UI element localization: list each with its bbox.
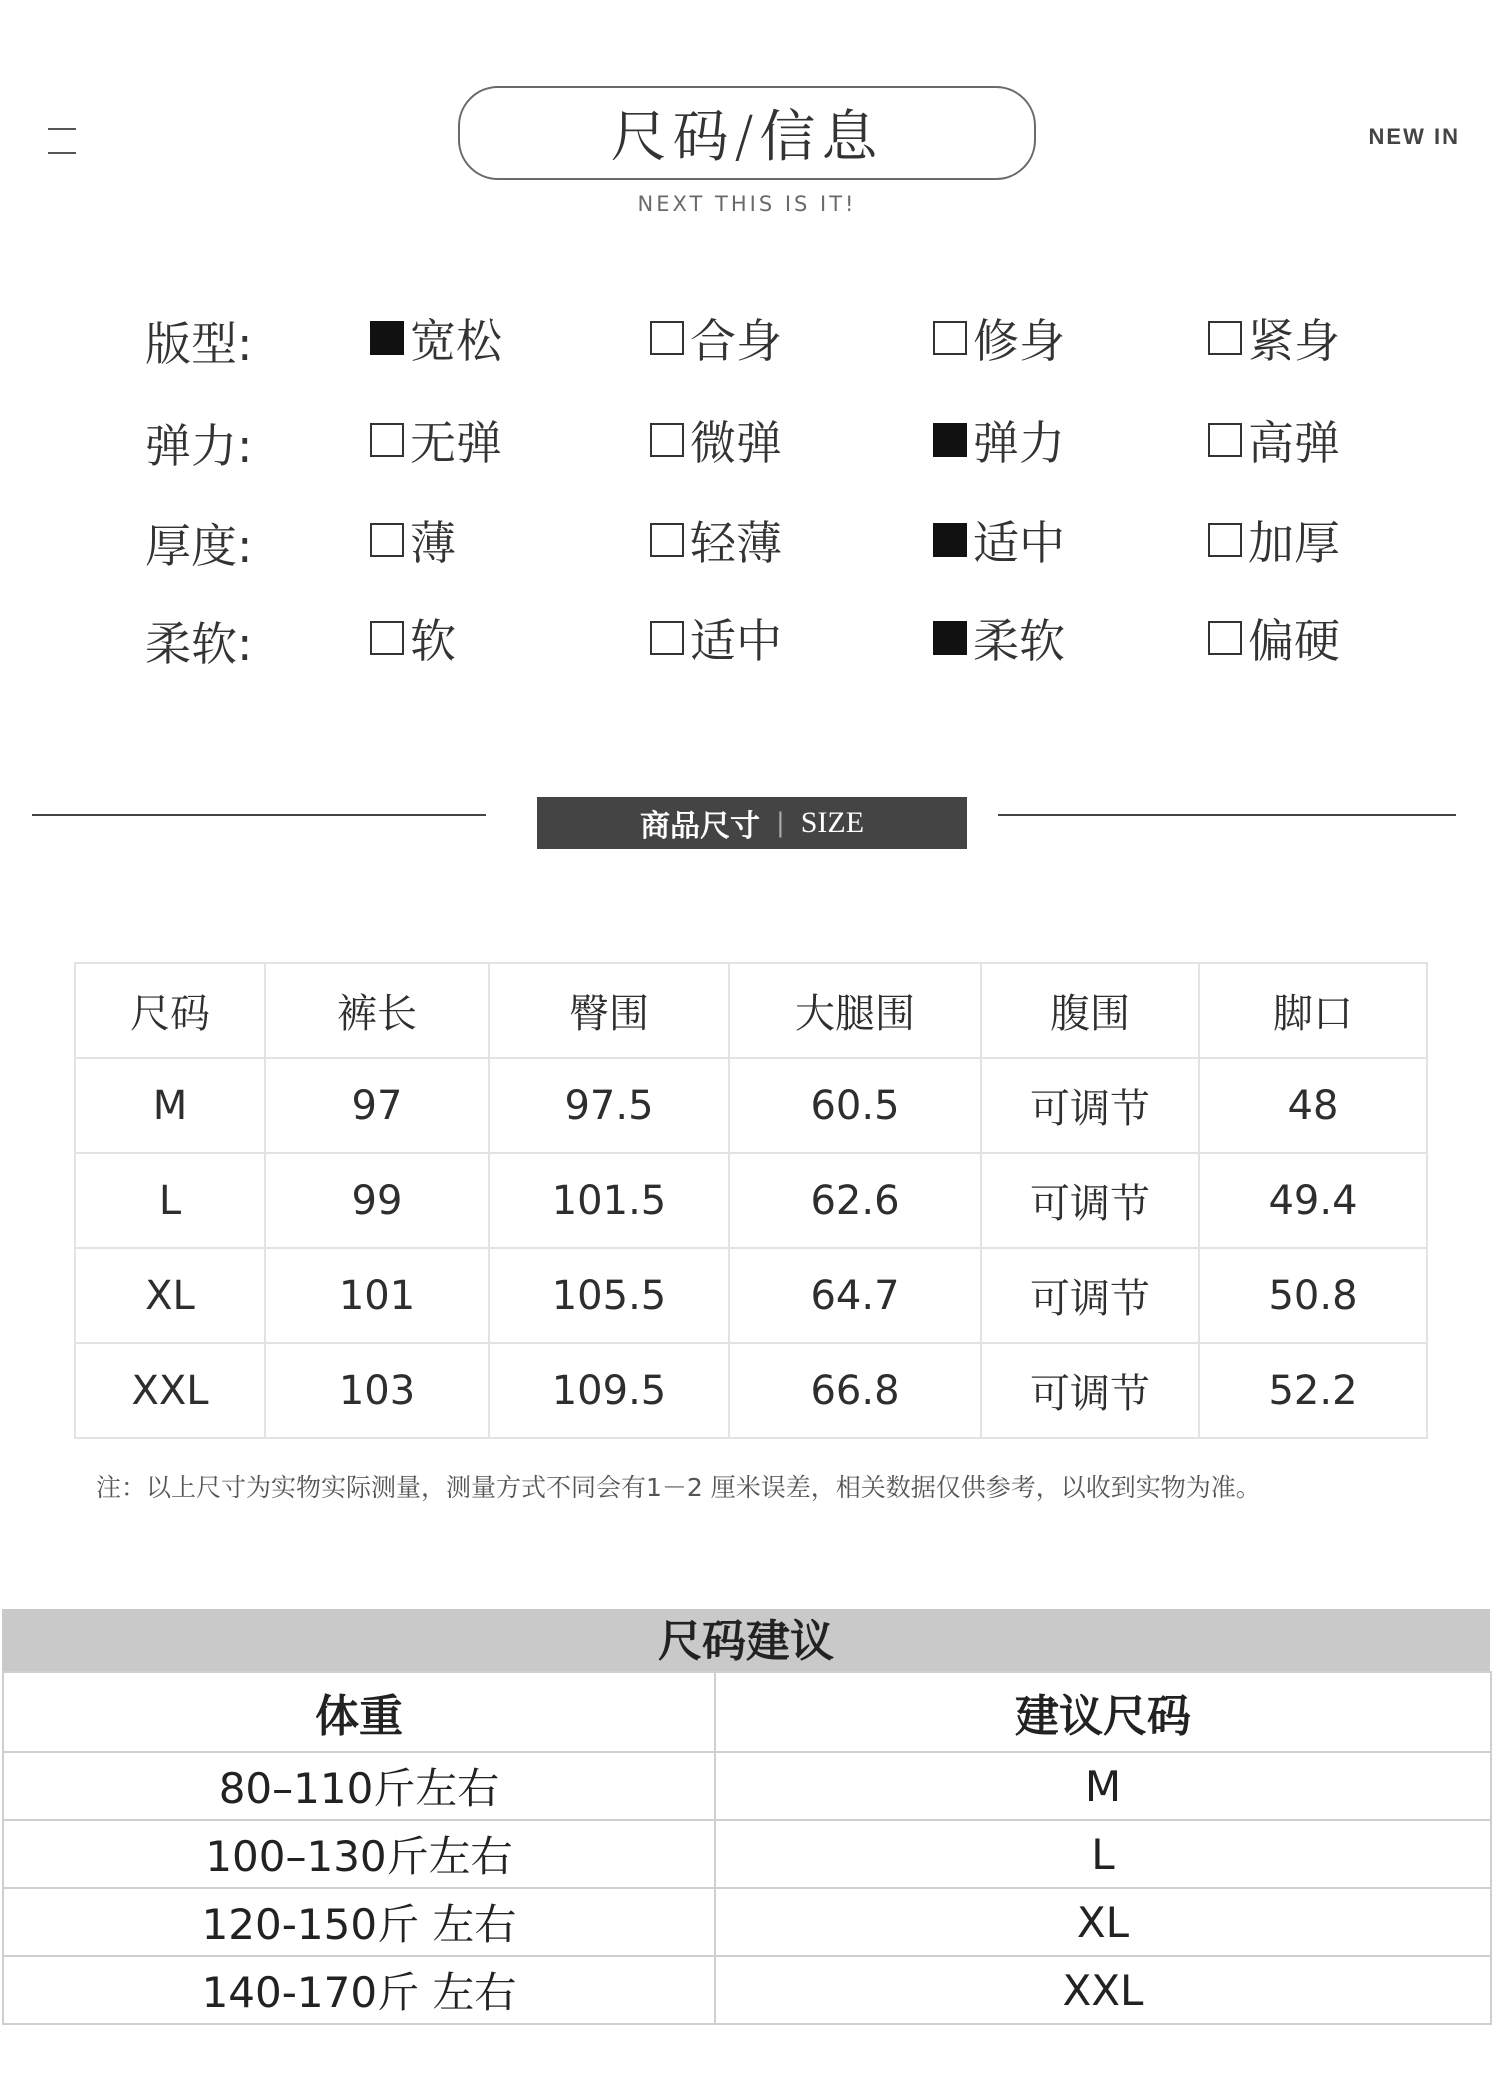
attribute-option: [1208, 608, 1340, 668]
table-row: [75, 1248, 1427, 1343]
unchecked-box-icon: [1208, 621, 1242, 655]
attribute-label: 柔软:: [145, 617, 253, 671]
menu-icon[interactable]: [48, 128, 76, 158]
size-table: [74, 962, 1428, 1439]
table-row: [75, 1343, 1427, 1438]
recommendation-header-row: [3, 1672, 1491, 1752]
recommendation-row: [3, 1820, 1491, 1888]
attribute-option-label: 无弹: [410, 416, 502, 470]
size-banner-separator: |: [775, 808, 785, 838]
header-length: 裤长: [265, 963, 489, 1058]
attribute-option: [1208, 510, 1340, 570]
attribute-option: [1208, 308, 1340, 368]
table-cell: 60.5: [729, 1058, 981, 1153]
table-cell: 52.2: [1199, 1343, 1427, 1438]
attribute-option-label: 微弹: [690, 416, 782, 470]
recommendation-row: [3, 1888, 1491, 1956]
unchecked-box-icon: [650, 523, 684, 557]
header-hip: 臀围: [489, 963, 729, 1058]
attribute-option: [933, 608, 1065, 668]
header-suggested-size: 建议尺码: [715, 1672, 1491, 1752]
suggested-size-cell: XL: [715, 1888, 1491, 1956]
checked-box-icon: [933, 621, 967, 655]
table-cell: 可调节: [981, 1343, 1199, 1438]
table-cell: M: [75, 1058, 265, 1153]
attribute-option-label: 加厚: [1248, 516, 1340, 570]
table-cell: 可调节: [981, 1248, 1199, 1343]
attribute-option-label: 轻薄: [690, 516, 782, 570]
table-cell: 可调节: [981, 1058, 1199, 1153]
size-recommendation: [2, 1609, 1490, 2025]
checked-box-icon: [933, 523, 967, 557]
unchecked-box-icon: [1208, 423, 1242, 457]
table-row: [75, 1153, 1427, 1248]
table-row: [75, 1058, 1427, 1153]
attribute-label: 厚度:: [145, 519, 253, 573]
attribute-row: [0, 608, 1500, 688]
table-cell: XL: [75, 1248, 265, 1343]
recommendation-row: [3, 1956, 1491, 2024]
recommendation-title: 尺码建议: [2, 1609, 1490, 1671]
header-weight: 体重: [3, 1672, 715, 1752]
table-cell: 101.5: [489, 1153, 729, 1248]
table-cell: L: [75, 1153, 265, 1248]
attribute-label: 弹力:: [145, 419, 253, 473]
new-in-badge: NEW IN: [1368, 124, 1460, 149]
attribute-option: [370, 608, 456, 668]
header-thigh: 大腿围: [729, 963, 981, 1058]
table-cell: 48: [1199, 1058, 1427, 1153]
suggested-size-cell: L: [715, 1820, 1491, 1888]
table-cell: 105.5: [489, 1248, 729, 1343]
table-cell: 99: [265, 1153, 489, 1248]
table-cell: 101: [265, 1248, 489, 1343]
table-cell: 49.4: [1199, 1153, 1427, 1248]
attribute-option: [650, 608, 782, 668]
table-cell: XXL: [75, 1343, 265, 1438]
attribute-option: [933, 410, 1065, 470]
header-hem: 脚口: [1199, 963, 1427, 1058]
attribute-option: [650, 410, 782, 470]
size-table-header-row: [75, 963, 1427, 1058]
unchecked-box-icon: [370, 621, 404, 655]
page-subtitle: NEXT THIS IS IT!: [637, 192, 857, 216]
attribute-option-label: 偏硬: [1248, 614, 1340, 668]
attribute-option: [650, 308, 782, 368]
weight-cell: 120-150斤 左右: [3, 1888, 715, 1956]
table-cell: 103: [265, 1343, 489, 1438]
suggested-size-cell: M: [715, 1752, 1491, 1820]
attribute-label: 版型:: [145, 317, 253, 371]
table-cell: 可调节: [981, 1153, 1199, 1248]
attribute-option: [370, 410, 502, 470]
recommendation-row: [3, 1752, 1491, 1820]
attribute-option: [650, 510, 782, 570]
attribute-row: [0, 410, 1500, 490]
checked-box-icon: [370, 321, 404, 355]
weight-cell: 80–110斤左右: [3, 1752, 715, 1820]
table-cell: 109.5: [489, 1343, 729, 1438]
unchecked-box-icon: [650, 621, 684, 655]
divider-right: [998, 814, 1456, 816]
attribute-row: [0, 510, 1500, 590]
table-cell: 62.6: [729, 1153, 981, 1248]
table-cell: 97.5: [489, 1058, 729, 1153]
attribute-option-label: 适中: [973, 516, 1065, 570]
unchecked-box-icon: [650, 423, 684, 457]
attribute-option: [933, 510, 1065, 570]
divider-left: [32, 814, 486, 816]
attribute-option-label: 合身: [690, 314, 782, 368]
attribute-option: [933, 308, 1065, 368]
unchecked-box-icon: [1208, 523, 1242, 557]
attribute-option-label: 薄: [410, 516, 456, 570]
size-banner-cn: 商品尺寸: [639, 809, 760, 844]
table-cell: 66.8: [729, 1343, 981, 1438]
size-section-banner: [537, 797, 967, 849]
attribute-row: [0, 308, 1500, 388]
attribute-option-label: 弹力: [973, 416, 1065, 470]
attribute-option-label: 软: [410, 614, 456, 668]
attribute-option-label: 宽松: [410, 314, 502, 368]
attribute-option-label: 紧身: [1248, 314, 1340, 368]
attribute-option-label: 高弹: [1248, 416, 1340, 470]
header-size: 尺码: [75, 963, 265, 1058]
header-waist: 腹围: [981, 963, 1199, 1058]
weight-cell: 100–130斤左右: [3, 1820, 715, 1888]
attribute-option: [370, 308, 502, 368]
checked-box-icon: [933, 423, 967, 457]
size-banner-en: SIZE: [800, 806, 865, 839]
unchecked-box-icon: [650, 321, 684, 355]
unchecked-box-icon: [933, 321, 967, 355]
attribute-option: [1208, 410, 1340, 470]
size-note: 注：以上尺寸为实物实际测量，测量方式不同会有1－2 厘米误差，相关数据仅供参考，以收到实物为准。: [96, 1473, 1261, 1502]
attribute-option: [370, 510, 456, 570]
table-cell: 64.7: [729, 1248, 981, 1343]
unchecked-box-icon: [370, 423, 404, 457]
table-cell: 97: [265, 1058, 489, 1153]
table-cell: 50.8: [1199, 1248, 1427, 1343]
unchecked-box-icon: [1208, 321, 1242, 355]
page-title: 尺码/信息: [458, 86, 1036, 180]
recommendation-table: [2, 1671, 1492, 2025]
attribute-option-label: 柔软: [973, 614, 1065, 668]
attribute-option-label: 修身: [973, 314, 1065, 368]
suggested-size-cell: XXL: [715, 1956, 1491, 2024]
attribute-option-label: 适中: [690, 614, 782, 668]
unchecked-box-icon: [370, 523, 404, 557]
weight-cell: 140-170斤 左右: [3, 1956, 715, 2024]
